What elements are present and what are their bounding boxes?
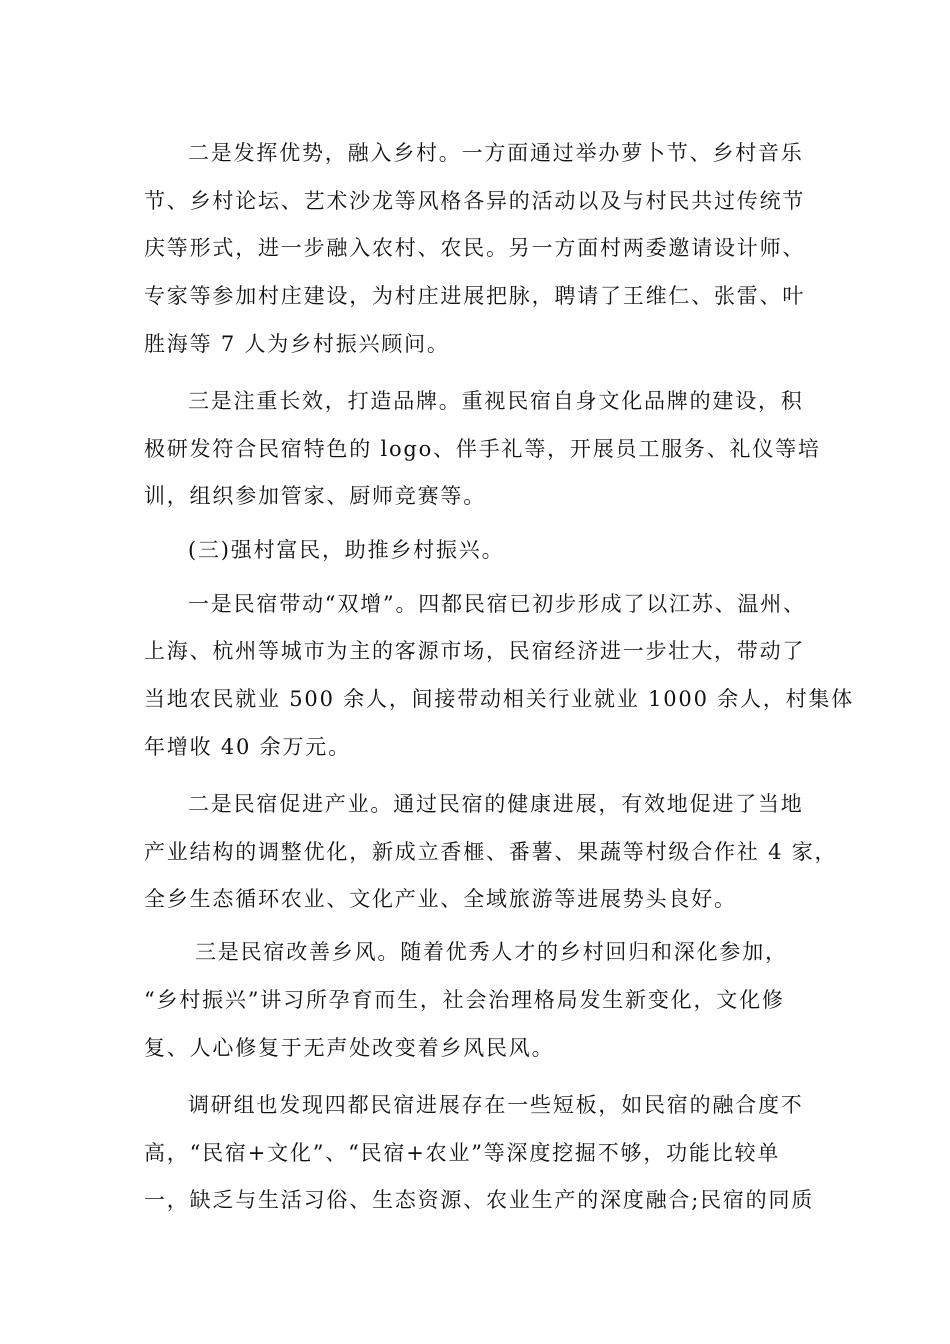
paragraph-line: 调研组也发现四都民宿进展存在一些短板，如民宿的融合度不	[188, 1093, 804, 1117]
paragraph-line: 极研发符合民宿特色的 logo、伴手礼等，开展员工服务、礼仪等培	[144, 437, 821, 461]
paragraph-line: 全乡生态循环农业、文化产业、全域旅游等进展势头良好。	[144, 887, 737, 911]
paragraph-line: 当地农民就业 500 余人，间接带动相关行业就业 1000 余人，村集体	[144, 687, 855, 711]
paragraph-line: “乡村振兴”讲习所孕育而生，社会治理格局发生新变化，文化修	[144, 988, 785, 1012]
paragraph-line: 二是民宿促进产业。通过民宿的健康进展，有效地促进了当地	[188, 792, 804, 816]
paragraph-line: 节、乡村论坛、艺术沙龙等风格各异的活动以及与村民共过传统节	[144, 189, 806, 213]
paragraph-line: 庆等形式，进一步融入农村、农民。另一方面村两委邀请设计师、	[144, 236, 806, 260]
paragraph-line: 年增收 40 余万元。	[144, 735, 351, 759]
section-heading: (三)强村富民，助推乡村振兴。	[188, 538, 505, 562]
paragraph-line: 复、人心修复于无声处改变着乡风民风。	[144, 1036, 555, 1060]
paragraph-line: 一，缺乏与生活习俗、生态资源、农业生产的深度融合;民宿的同质	[144, 1188, 815, 1212]
paragraph-line: 一是民宿带动“双增”。四都民宿已初步形成了以江苏、温州、	[188, 592, 806, 616]
paragraph-line: 产业结构的调整优化，新成立香榧、番薯、果蔬等村级合作社 4 家，	[144, 840, 838, 864]
paragraph-line: 训，组织参加管家、厨师竞赛等。	[144, 484, 486, 508]
paragraph-line: 高，“民宿+文化”、“民宿+农业”等深度挖掘不够，功能比较单	[144, 1141, 781, 1165]
paragraph-line: 三是民宿改善乡风。随着优秀人才的乡村回归和深化参加，	[195, 940, 788, 964]
paragraph-line: 二是发挥优势，融入乡村。一方面通过举办萝卜节、乡村音乐	[188, 141, 804, 165]
paragraph-line: 胜海等 7 人为乡村振兴顾问。	[144, 332, 450, 356]
paragraph-line: 三是注重长效，打造品牌。重视民宿自身文化品牌的建设，积	[188, 389, 804, 413]
paragraph-line: 专家等参加村庄建设，为村庄进展把脉，聘请了王维仁、张雷、叶	[144, 284, 806, 308]
paragraph-line: 上海、杭州等城市为主的客源市场，民宿经济进一步壮大，带动了	[144, 639, 806, 663]
